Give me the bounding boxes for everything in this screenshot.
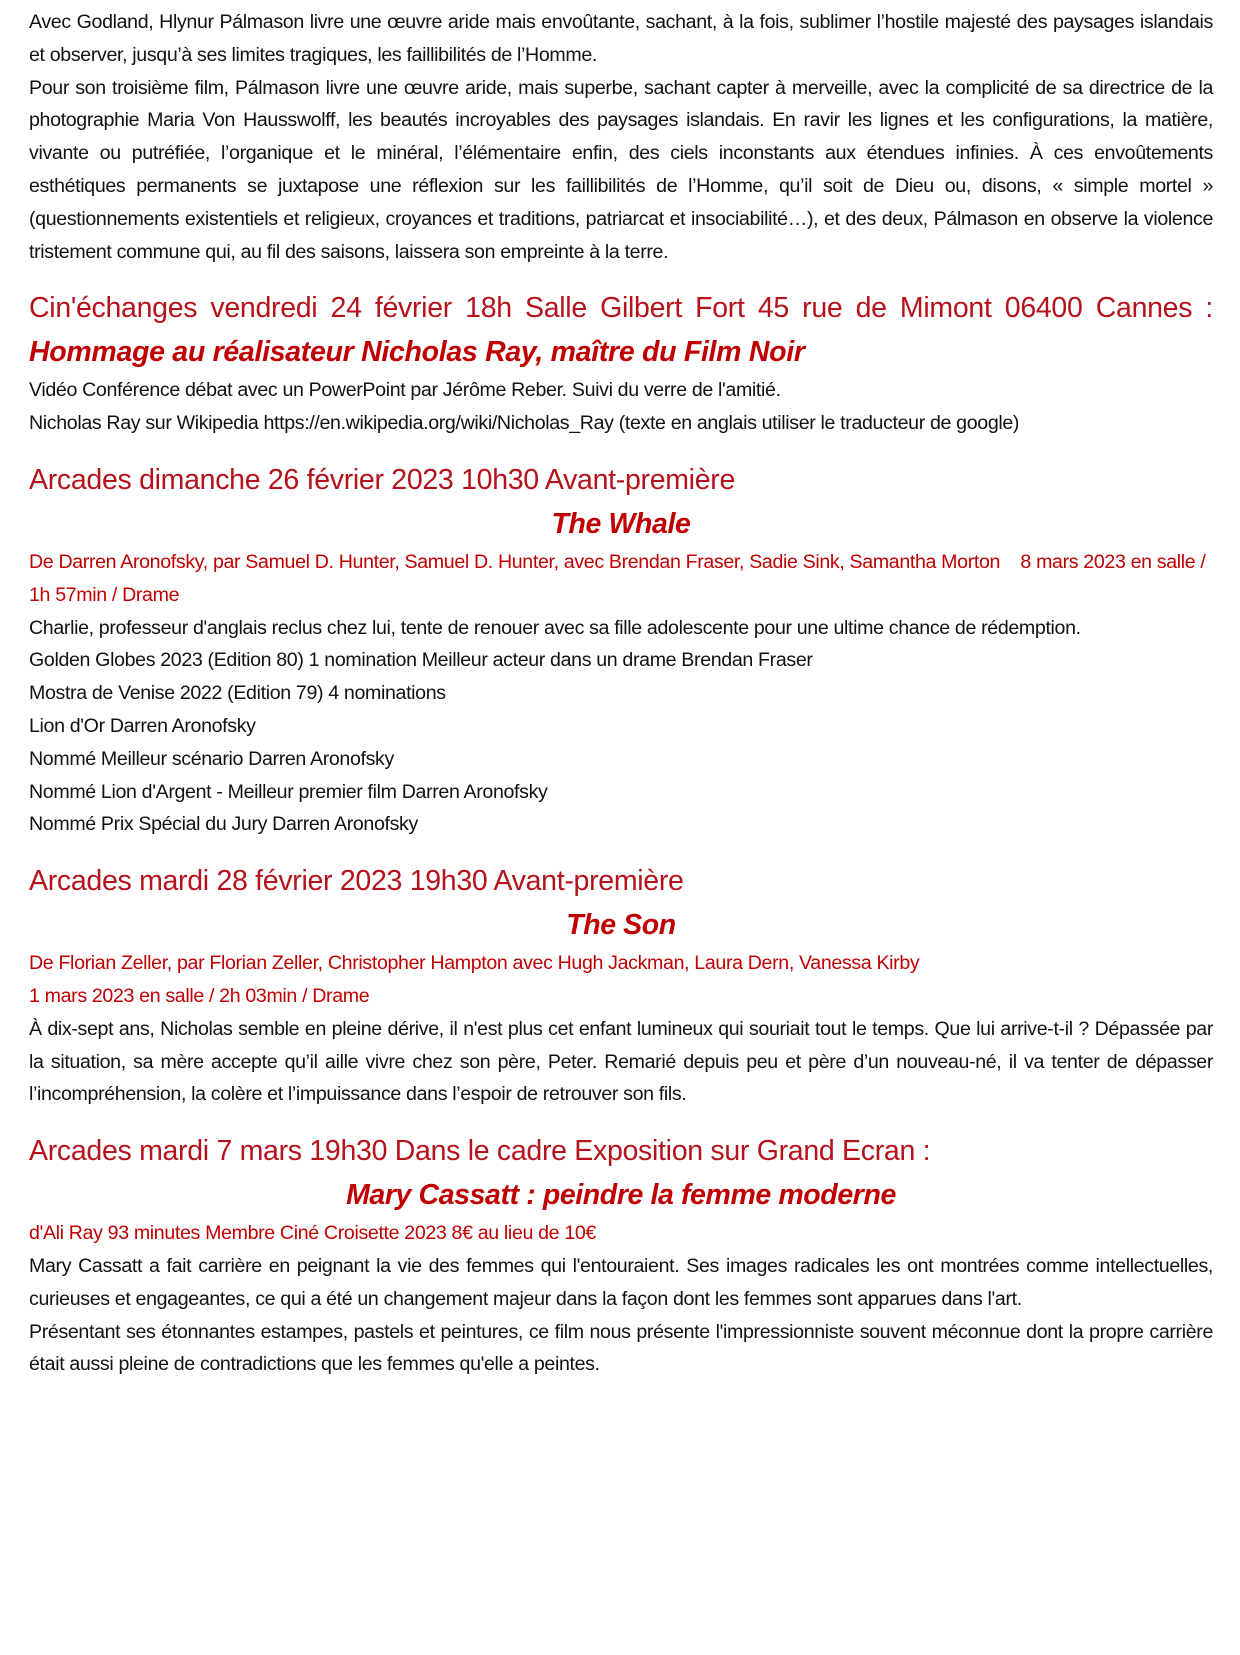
- wiki-reference: [29, 407, 1213, 440]
- event-description: Vidéo Conférence débat avec un PowerPoint par Jérôme Reber. Suivi du verre de l'amitié.: [29, 379, 781, 402]
- event-heading: Arcades mardi 28 février 2023 19h30 Avant-première: [29, 865, 684, 898]
- review-paragraph: Avec Godland, Hlynur Pálmason livre une œuvre aride mais envoûtante, sachant, à la fois, sublimer l’hostile majesté des paysages islandais et observer, jusqu’à ses limites tragiques, les faillibilités de l’Homme.: [29, 11, 1213, 66]
- review-text: [29, 6, 1213, 268]
- film-title: Mary Cassatt : peindre la femme moderne: [346, 1179, 896, 1212]
- film-credits: De Darren Aronofsky, par Samuel D. Hunter, Samuel D. Hunter, avec Brendan Fraser, Sadie Sink, Samantha Morton 8 mars 2023 en salle / 1h 57min / Drame: [29, 550, 1211, 606]
- wiki-suffix: (texte en anglais utiliser le traducteur de google): [613, 412, 1020, 435]
- event-title: Hommage au réalisateur Nicholas Ray, maître du Film Noir: [29, 336, 805, 369]
- wiki-link[interactable]: https://en.wikipedia.org/wiki/Nicholas_Ray: [263, 412, 614, 435]
- award-line: Mostra de Venise 2022 (Edition 79) 4 nominations: [29, 682, 446, 705]
- wiki-prefix: Nicholas Ray sur Wikipedia: [29, 412, 264, 435]
- godland-review: [29, 6, 1213, 268]
- review-paragraph: Pour son troisième film, Pálmason livre une œuvre aride, mais superbe, sachant capter à merveille, avec la complicité de sa directrice de la photographie Maria Von Hausswolff, les beautés incroyables des paysages islandais. En ravir les lignes et les configurations, la matière, vivante ou putréfiée, l’organique et le minéral, l’élémentaire enfin, des ciels inconstants aux étendues infinies. À ces envoûtements esthétiques permanents se juxtapose une réflexion sur les faillibilités de l’Homme, qu’il soit de Dieu ou, disons, « simple mortel » (questionnements existentiels et religieux, croyances et traditions, patriarcat et insociabilité…), et des deux, Pálmason en observe la violence tristement commune qui, au fil des saisons, laissera son empreinte à la terre.: [29, 76, 1213, 263]
- event-the-whale: [29, 458, 1213, 841]
- award-line: Nommé Prix Spécial du Jury Darren Aronofsky: [29, 813, 418, 836]
- event-heading: [29, 286, 1213, 374]
- film-release-info: 1 mars 2023 en salle / 2h 03min / Drame: [29, 984, 370, 1007]
- award-line: Lion d'Or Darren Aronofsky: [29, 714, 256, 737]
- event-heading-text: Cin'échanges vendredi 24 février 18h Salle Gilbert Fort 45 rue de Mimont 06400 Cannes :: [29, 292, 1213, 325]
- event-heading: Arcades dimanche 26 février 2023 10h30 Avant-première: [29, 463, 736, 496]
- award-line: Nommé Lion d'Argent - Meilleur premier film Darren Aronofsky: [29, 780, 548, 803]
- award-line: Nommé Meilleur scénario Darren Aronofsky: [29, 747, 394, 770]
- film-synopsis: Charlie, professeur d'anglais reclus chez lui, tente de renouer avec sa fille adolescente pour une ultime chance de rédemption.: [29, 616, 1081, 639]
- event-heading: Arcades mardi 7 mars 19h30 Dans le cadre Exposition sur Grand Ecran :: [29, 1135, 931, 1168]
- event-cinechanges: [29, 286, 1213, 440]
- film-credits: De Florian Zeller, par Florian Zeller, Christopher Hampton avec Hugh Jackman, Laura Dern, Vanessa Kirby: [29, 952, 920, 975]
- film-title: The Son: [566, 909, 676, 942]
- event-mary-cassatt: [29, 1129, 1213, 1381]
- film-synopsis: À dix-sept ans, Nicholas semble en pleine dérive, il n'est plus cet enfant lumineux qui souriait tout le temps. Que lui arrive-t-il ? Dépassée par la situation, sa mère accepte qu’il aille vivre chez son père, Peter. Remarié depuis peu et père d’un nouveau-né, il va tenter de dépasser l’incompréhension, la colère et l’impuissance dans l’espoir de retrouver son fils.: [29, 1017, 1213, 1106]
- award-line: Golden Globes 2023 (Edition 80) 1 nomination Meilleur acteur dans un drame Brendan Fraser: [29, 649, 813, 672]
- event-the-son: [29, 859, 1213, 1111]
- film-title: The Whale: [551, 507, 691, 540]
- film-description: Mary Cassatt a fait carrière en peignant la vie des femmes qui l'entouraient. Ses images radicales les ont montrées comme intellectuelles, curieuses et engageantes, ce qui a été un changement majeur dans la façon dont les femmes sont apparues dans l'art.: [29, 1254, 1213, 1310]
- film-credits: d'Ali Ray 93 minutes Membre Ciné Croisette 2023 8€ au lieu de 10€: [29, 1222, 596, 1245]
- film-description: Présentant ses étonnantes estampes, pastels et peintures, ce film nous présente l'impressionniste souvent méconnue dont la propre carrière était aussi pleine de contradictions que les femmes qu'elle a peintes.: [29, 1320, 1213, 1376]
